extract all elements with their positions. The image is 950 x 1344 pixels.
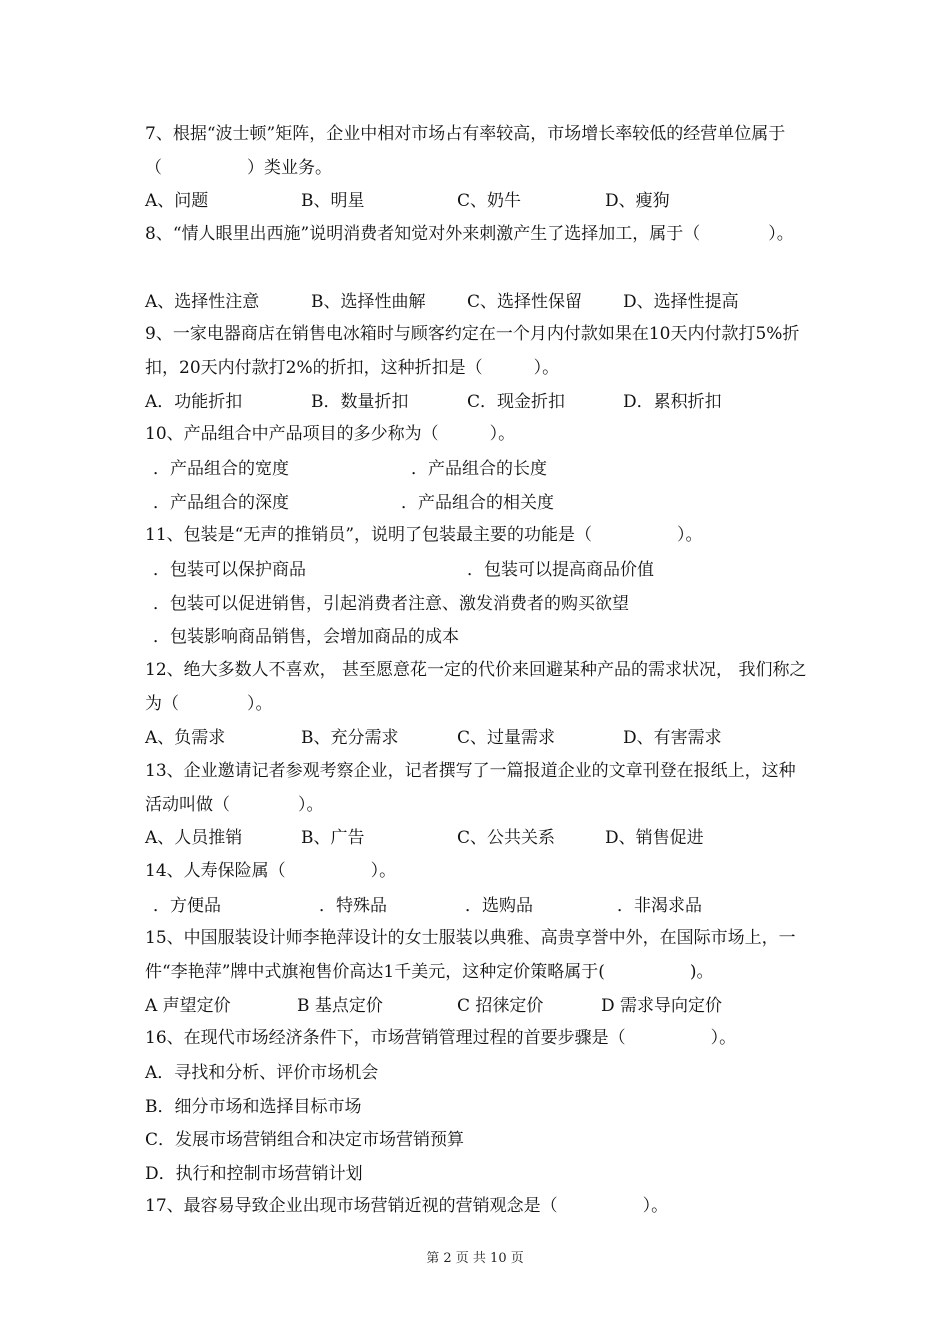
- question-13-stem: 13、企业邀请记者参观考察企业，记者撰写了一篇报道企业的文章刊登在报纸上，这种活动叫做（ ）。: [145, 761, 796, 815]
- option-b: ．包装可以提高商品价值: [467, 560, 654, 580]
- option-c: C、奶牛: [457, 191, 522, 211]
- option-c: C、公共关系: [457, 828, 556, 848]
- option-c: C、选择性保留: [467, 292, 583, 312]
- option-c: C 招徕定价: [457, 996, 544, 1016]
- option-a: ．包装可以保护商品: [153, 560, 306, 580]
- question-11-options-row1: [145, 553, 815, 587]
- option-b: ．特殊品: [319, 896, 387, 916]
- option-a: A、选择性注意: [145, 292, 260, 312]
- option-d: D、销售促进: [605, 828, 704, 848]
- question-11-stem: 11、包装是“无声的推销员”，说明了包装最主要的功能是（ ）。: [145, 525, 703, 545]
- option-d: ．非渴求品: [617, 896, 702, 916]
- question-17-stem: 17、最容易导致企业出现市场营销近视的营销观念是（ ）。: [145, 1196, 669, 1216]
- option-c: ．选购品: [465, 896, 533, 916]
- question-7-options: [145, 184, 815, 218]
- question-14-options: [145, 889, 815, 923]
- option-a: A．功能折扣: [145, 392, 243, 412]
- option-b: B．数量折扣: [311, 392, 409, 412]
- question-13-options: [145, 821, 815, 855]
- question-9-options: [145, 385, 815, 419]
- question-7-stem: 7、根据“波士顿”矩阵，企业中相对市场占有率较高，市场增长率较低的经营单位属于（ ）类业务。: [145, 124, 786, 178]
- option-d: ．产品组合的相关度: [401, 493, 554, 513]
- question-15-options: [145, 989, 815, 1023]
- option-d: D、选择性提高: [623, 292, 739, 312]
- option-c: ．产品组合的深度: [153, 493, 289, 513]
- option-d: D、有害需求: [623, 728, 722, 748]
- question-8-stem: 8、“情人眼里出西施”说明消费者知觉对外来刺激产生了选择加工，属于（ ）。: [145, 224, 794, 244]
- option-b: B．细分市场和选择目标市场: [145, 1097, 362, 1117]
- option-c: C．现金折扣: [467, 392, 566, 412]
- option-a: ．方便品: [153, 896, 221, 916]
- option-a: A、问题: [145, 191, 209, 211]
- option-d: D．累积折扣: [623, 392, 722, 412]
- question-16-stem: 16、在现代市场经济条件下，市场营销管理过程的首要步骤是（ ）。: [145, 1028, 737, 1048]
- option-d: D 需求导向定价: [601, 996, 723, 1016]
- option-c: C、过量需求: [457, 728, 556, 748]
- option-b: B、广告: [301, 828, 365, 848]
- question-15-stem: 15、中国服装设计师李艳萍设计的女士服装以典雅、高贵享誉中外，在国际市场上，一件“李艳萍”牌中式旗袍售价高达1千美元，这种定价策略属于( )。: [145, 928, 796, 982]
- option-b: ．产品组合的长度: [411, 459, 547, 479]
- option-a: A、人员推销: [145, 828, 243, 848]
- option-b: B、选择性曲解: [311, 292, 426, 312]
- question-10-options-row2: [145, 486, 815, 520]
- question-12-stem: 12、绝大多数人不喜欢， 甚至愿意花一定的代价来回避某种产品的需求状况， 我们称之为（ ）。: [145, 660, 807, 714]
- option-c: C．发展市场营销组合和决定市场营销预算: [145, 1130, 465, 1150]
- option-d: ．包装影响商品销售，会增加商品的成本: [153, 627, 459, 647]
- question-8-options: [145, 285, 815, 319]
- option-a: A、负需求: [145, 728, 226, 748]
- question-12-options: [145, 721, 815, 755]
- option-d: D．执行和控制市场营销计划: [145, 1164, 363, 1184]
- option-a: A 声望定价: [145, 996, 231, 1016]
- option-d: D、瘦狗: [605, 191, 670, 211]
- option-b: B、明星: [301, 191, 365, 211]
- question-9-stem: 9、一家电器商店在销售电冰箱时与顾客约定在一个月内付款如果在10天内付款打5%折扣，20天内付款打2%的折扣，这种折扣是（ ）。: [145, 324, 800, 378]
- option-b: B、充分需求: [301, 728, 399, 748]
- option-a: ．产品组合的宽度: [153, 459, 289, 479]
- question-10-options-row1: [145, 452, 815, 486]
- question-10-stem: 10、产品组合中产品项目的多少称为（ ）。: [145, 424, 516, 444]
- question-14-stem: 14、人寿保险属（ ）。: [145, 861, 397, 881]
- page-footer: 第 2 页 共 10 页: [426, 1251, 524, 1266]
- option-b: B 基点定价: [297, 996, 383, 1016]
- option-c: ．包装可以促进销售，引起消费者注意、激发消费者的购买欲望: [153, 594, 629, 614]
- option-a: A．寻找和分析、评价市场机会: [145, 1063, 379, 1083]
